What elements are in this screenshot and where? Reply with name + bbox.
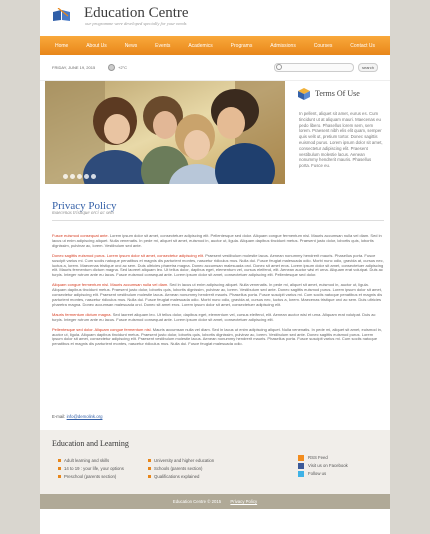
- footer-link[interactable]: University and higher education: [148, 457, 214, 465]
- header: [40, 0, 390, 36]
- page-title: Privacy Policy: [52, 200, 117, 212]
- bullet-icon: [148, 475, 151, 478]
- paragraph-lead: Aliquam congue fermentum nisl. Mauris accumsan nulla vel diam.: [52, 282, 169, 288]
- nav-home[interactable]: Home: [54, 42, 69, 49]
- current-date: FRIDAY, JUNE 19, 2015: [52, 65, 96, 70]
- paragraph: [52, 234, 384, 249]
- slider-pagination: [63, 174, 96, 179]
- page: [40, 0, 390, 534]
- paragraph: [52, 313, 384, 323]
- email-link[interactable]: info@demolink.org: [66, 414, 103, 419]
- footer-link[interactable]: 14 to 19 : your life, your options: [58, 465, 124, 473]
- nav-programs[interactable]: Programs: [230, 42, 253, 49]
- cube-icon: [297, 87, 311, 101]
- search-button[interactable]: search: [358, 63, 378, 72]
- privacy-content: [52, 234, 384, 352]
- nav-contact-us[interactable]: Contact Us: [350, 42, 376, 49]
- weather-icon: [108, 64, 115, 71]
- social-links: [298, 454, 348, 478]
- nav-events[interactable]: Events: [155, 42, 171, 49]
- copyright: Education Centre © 2015: [172, 499, 222, 504]
- paragraph: [52, 283, 384, 308]
- paragraph-body: Mauris accumsan nulla vel diam. Sed in lacus ut enim adipiscing aliquet. Nulla venenatis. In pede mi, aliquet sit amet, euismod in, auctor ut, ligula. Aliquam dapibus tincidunt metus. Praesent justo dolor, lobortis quis, lobortis dignissim, pulvinar ac, lorem. Vestibulum sed ante. Donec sagittis euismod purus. Lorem ipsum dolor sit amet, consectetur adipiscing elit. Praesent vestibulum molestie lacus. Aenean nonummy hendrerit mauris. Phasellus porta. Fusce suscipit varius mi. Cum sociis natoque penatibus et magnis dis parturient montes, nascetur ridiculus mus. Nulla dui. Fusce feugiat malesuada odio.: [52, 326, 382, 347]
- search-input[interactable]: [274, 63, 354, 72]
- paragraph-body: Lorem ipsum dolor sit amet, consectetuer adipiscing elit. Pellentesque sed dolor. Aliquam congue fermentum nisl. Mauris accumsan nulla vel diam. Sed in lacus ut enim adipiscing aliquet. Nulla venenatis. In pede mi, aliquet sit amet, euismod in, auctor ut, ligula. Aliquam dapibus tincidunt metus. Praesent justo dolor, lobortis quis, lobortis dignissim, pulvinar ac, lorem. Vestibulum sed ante.: [52, 233, 382, 248]
- paragraph-lead: Donec sagittis euismod purus. Lorem ipsum dolor sit amet, consectetur adipiscing elit.: [52, 252, 205, 258]
- bullet-icon: [148, 459, 151, 462]
- bullet-icon: [58, 475, 61, 478]
- bottom-bar: [40, 494, 390, 509]
- terms-of-use-title: Terms Of Use: [315, 89, 360, 98]
- hero-slider[interactable]: [45, 81, 285, 184]
- bullet-icon: [58, 467, 61, 470]
- slider-dot[interactable]: [77, 174, 82, 179]
- nav-admissions[interactable]: Admissions: [270, 42, 296, 49]
- nav-courses[interactable]: Courses: [313, 42, 333, 49]
- slider-dot[interactable]: [84, 174, 89, 179]
- main-nav: [40, 36, 390, 55]
- paragraph-lead: Fusce euismod consequat ante.: [52, 233, 109, 238]
- email-label: E-mail:: [52, 414, 66, 419]
- bullet-icon: [148, 467, 151, 470]
- paragraph: [52, 328, 384, 348]
- paragraph-body: Sed in lacus ut enim adipiscing aliquet. Nulla venenatis. In pede mi, aliquet sit amet, euismod in, auctor ut, ligula. Aliquam dapibus tincidunt metus. Praesent justo dolor, lobortis quis, lobortis dignissim, pulvinar ac, lorem. Vestibulum sed ante. Donec sagittis euismod purus. Lorem ipsum dolor sit amet, consectetur adipiscing elit. Praesent vestibulum molestie lacus. Aenean nonummy hendrerit mauris. Phasellus porta. Fusce suscipit varius mi. Cum sociis natoque penatibus et magnis dis parturient montes, nascetur ridiculus mus. Nulla dui. Fusce feugiat malesuada odio. Morbi nunc odio, gravida at, cursus nec, luctus a, lorem. Maecenas tristique orci ac sem. Duis ultricies pharetra magna. Donec accumsan malesuada orci. Donec sit amet eros. Lorem ipsum dolor sit amet, consectetuer adipiscing elit.: [52, 282, 383, 307]
- slider-dot[interactable]: [70, 174, 75, 179]
- paragraph-body: Praesent vestibulum molestie lacus. Aenean nonummy hendrerit mauris. Phasellus porta. Fusce suscipit varius mi. Cum sociis natoque penatibus et magnis dis parturient montes, nascetur ridiculus mus. Nulla dui. Fusce feugiat malesuada odio. Morbi nunc odio, gravida at, cursus nec, luctus a, lorem. Maecenas tristique orci ac sem. Duis ultricies pharetra magna. Donec accumsan malesuada orci. Donec sit amet eros. Lorem ipsum dolor sit amet, consectetuer adipiscing elit. Mauris fermentum dictum magna. Sed laoreet aliquam leo. Ut tellus dolor, dapibus eget, elementum vel, cursus eleifend, elit. Aenean auctor wisi et urna. Aliquam erat volutpat. Duis ac turpis. Integer rutrum ante eu lacus. Fusce euismod consequat ante. Lorem ipsum dolor sit amet, consectetuer adipiscing elit. Pellentesque sed dolor.: [52, 252, 384, 278]
- slider-dot[interactable]: [63, 174, 68, 179]
- site-slogan: our programme were developed specially for your needs: [85, 21, 187, 26]
- paragraph-lead: Pellentesque sed dolor. Aliquam congue fermentum nisl.: [52, 326, 152, 332]
- hero-image: [45, 81, 285, 184]
- footer-link[interactable]: Adult learning and skills: [58, 457, 124, 465]
- facebook-icon: [298, 463, 304, 469]
- twitter-icon: [298, 471, 304, 477]
- rss-icon: [298, 455, 304, 461]
- search-icon: [276, 64, 282, 70]
- rss-link[interactable]: RSS Feed: [298, 454, 348, 462]
- nav-about-us[interactable]: About Us: [86, 42, 107, 49]
- footer-links-col2: [148, 457, 214, 481]
- footer: [40, 430, 390, 494]
- twitter-link[interactable]: Follow us: [298, 470, 348, 478]
- slider-dot[interactable]: [91, 174, 96, 179]
- footer-link[interactable]: Qualifications explained: [148, 473, 214, 481]
- paragraph: [52, 254, 384, 279]
- email-line: [52, 414, 102, 419]
- paragraph-lead: Mauris fermentum dictum magna.: [52, 311, 112, 317]
- nav-news[interactable]: News: [124, 42, 138, 49]
- site-title[interactable]: Education Centre: [84, 5, 189, 21]
- privacy-policy-link[interactable]: Privacy Policy: [230, 499, 258, 504]
- footer-title: Education and Learning: [52, 439, 129, 448]
- page-subtitle: maecenas tristique orci ac sem: [52, 211, 114, 216]
- footer-links-col1: [58, 457, 124, 481]
- info-bar: [40, 55, 390, 81]
- divider: [52, 220, 384, 221]
- terms-of-use-text: In pellent, aliquet sit amet, eurus es. Cum tincidunt ut at aliquam mauri. Maecenas eu pedo libero. Phasellus lorem sem, sem lorem. Praesent nibh elis elit quam, semper quis velit ut, pretium tortor. Donec sagittis euismod purus. Lorem ipsum dolor sit amet, consectetur adipiscing elit. Praesent vestibulum molestie lacus. Aenean nonummy hendrerit mauris. Phasellus porta. Fusce eu.: [299, 111, 383, 169]
- nav-academics[interactable]: Academics: [188, 42, 213, 49]
- footer-link[interactable]: Preschool (parents section): [58, 473, 124, 481]
- facebook-link[interactable]: Visit us on Facebook: [298, 462, 348, 470]
- book-icon: [52, 8, 72, 22]
- temperature: +2°C: [118, 65, 128, 70]
- footer-link[interactable]: Schools (parents section): [148, 465, 214, 473]
- bullet-icon: [58, 459, 61, 462]
- paragraph-body: Sed laoreet aliquam leo. Ut tellus dolor, dapibus eget, elementum vel, cursus eleifend, elit. Aenean auctor wisi et urna. Aliquam erat volutpat. Duis ac turpis. Integer rutrum ante eu lacus. Fusce euismod consequat ante. Lorem ipsum dolor sit amet, consectetuer adipiscing elit.: [52, 311, 376, 322]
